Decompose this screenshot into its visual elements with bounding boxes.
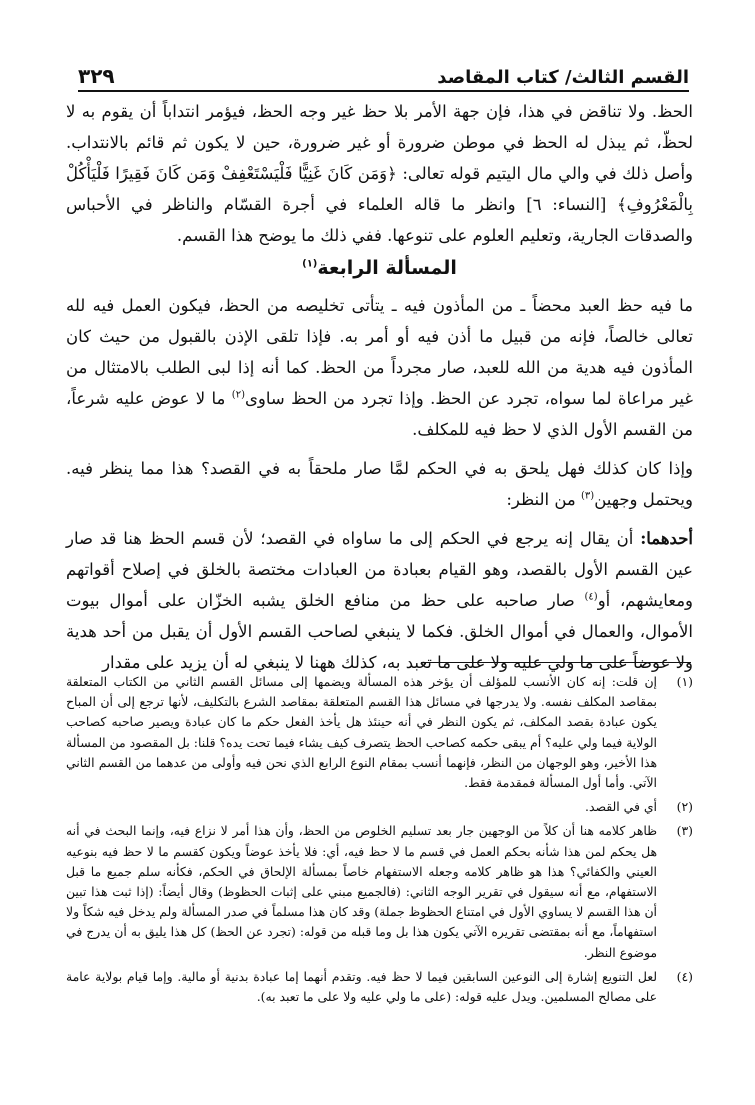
paragraph	[66, 523, 693, 678]
page-header	[78, 58, 689, 92]
footnote	[66, 672, 693, 793]
section-heading	[66, 253, 693, 284]
footnotes	[66, 672, 693, 1011]
footnote	[66, 967, 693, 1007]
paragraph: الحظ. ولا تناقض في هذا، فإن جهة الأمر بلا حظ غير وجه الحظ، فيؤمر انتداباً أن يقوم به لا لحظّ، ثم يبذل له الحظ في موطن ضرورة أو غير ضرورة، حين لا يكون ثم قائم بالانتداب. وأصل ذلك في والي مال اليتيم قوله تعالى: ﴿وَمَن كَانَ غَنِيًّا فَلْيَسْتَعْفِفْ وَمَن كَانَ فَقِيرًا فَلْيَأْكُلْ بِالْمَعْرُوفِ﴾ [النساء: ٦] وانظر ما قاله العلماء في أجرة القسّام والناظر في الأحباس والصدقات الجارية، وتعليم العلوم على تنوعها. ففي ذلك ما يوضح هذا القسم.	[66, 102, 693, 245]
footnote-text: ظاهر كلامه هنا أن كلاً من الوجهين جار بعد تسليم الخلوص من الحظ، وأن هذا أمر لا نزاع فيه، وإنما البحث في أنه هل يحكم لمن هذا شأنه بحكم العمل في قسم ما لا حظ فيه، أي: فلا يأخذ عوضاً ويكون كقسم ما لا حظ فيه بنوعيه العيني والكفائي؟ هذا هو ظاهر كلامه وجعله الاستفهام خاصاً بمسألة الإلحاق في الحكم، فكأنه سلم جميع ما قبل الاستفهام، مع أنه سيقول في تقرير الوجه الثاني: (فالجميع مبني على إثبات الحظوظ) وقال أيضاً: (إذا ثبت هذا تبين أن هذا القسم لا يساوي الأول في امتناع الحظوظ جملة) وقد كان هذا مسلماً في صدر المسألة ولم يدخل فيه شكاً ولا استفهاماً، مع أنه بمقتضى تقريره الآتي يكون هذا بل وما قبله من قوله: (تجرد عن الحظ) كل هذا يليق به أن يدرج في موضوع النظر.	[66, 823, 657, 960]
running-title: القسم الثالث/ كتاب المقاصد	[437, 67, 689, 88]
paragraph-text: وإذا كان كذلك فهل يلحق به في الحكم لمَّا صار ملحقاً به في القصد؟ هذا مما ينظر فيه. ويحتمل وجهين	[66, 459, 693, 509]
footnote-separator	[421, 662, 691, 663]
footnote	[66, 821, 693, 962]
footnote-ref: (١)	[302, 258, 318, 270]
paragraph-text: ما لا عوض عليه شرعاً، من القسم الأول الذي لا حظ فيه للمكلف.	[66, 389, 693, 439]
footnote-text: أي في القصد.	[585, 799, 657, 815]
main-text	[66, 96, 693, 678]
lead-word: أحدهما:	[640, 529, 693, 548]
paragraph-text: من النظر:	[506, 490, 576, 509]
footnote-ref: (٤)	[584, 591, 598, 603]
footnote-number: (٣)	[676, 823, 693, 839]
paragraph-text: أن يقال إنه يرجع في الحكم إلى ما ساواه في القصد؛ لأن قسم الحظ هنا قد صار عين القسم الأول بالقصد، وهو القيام بعبادة من العبادات مختصة بالخلق في إصلاح أقواتهم ومعايشهم، أو	[66, 529, 693, 610]
footnote-ref: (٣)	[581, 490, 595, 502]
heading-text: المسألة الرابعة	[317, 257, 457, 279]
page-number: ٣٢٩	[78, 64, 115, 88]
footnote-text: إن قلت: إنه كان الأنسب للمؤلف أن يؤخر هذه المسألة ويضمها إلى مسائل القسم الثاني من الكتاب المتعلقة بمقاصد المكلف نفسه. ولا يدرجها في مسائل هذا القسم المتعلقة بمقاصد الشرع بالتكليف، لأنها ترجع إلى أن المباح يكون عبادة بقصد المكلف، ثم يكون النظر في أنه حينئذ هل يأخذ الفعل حكم ما كان عبادة ويصير صاحبه كصاحب الولاية فيما ولي عليه؟ أم يبقى حكمه كصاحب الحظ يتصرف كيف يشاء فيما تحت يده؟ قلنا: بل المقصود من المسألة هذا الأخير، وهو الوجهان من النظر، فإنهما أنسب بمقام النوع الرابع الذي نحن فيه وأولى من عدهما من القسم الثاني الآتي. وأما أول المسألة فمقدمة فقط.	[66, 674, 657, 791]
footnote-number: (٤)	[676, 968, 693, 984]
footnote-number: (١)	[676, 674, 693, 689]
paragraph	[66, 453, 693, 515]
paragraph-text: ما فيه حظ العبد محضاً ـ من المأذون فيه ـ يتأتى تخليصه من الحظ، فيكون العمل فيه لله تعالى خالصاً، فإنه من قبيل ما أذن فيه أو أمر به. فإذا تلقى الإذن بالقبول من حيث كان المأذون فيه هدية من الله للعبد، صار مجرداً من الحظ. كما أنه إذا لبى الطلب بالامتثال من غير مراعاة لما سواه، تجرد عن الحظ. وإذا تجرد من الحظ ساوى	[66, 296, 693, 408]
paragraph-text: صار صاحبه على حظ من منافع الخلق يشبه الخزّان على أموال بيوت الأموال، والعمال في أموال الخلق. فكما لا ينبغي لصاحب القسم الأول أن يقبل من أحد هدية ولا عوضاً على ما ولي عليه ولا على ما تعبد به، كذلك ههنا لا ينبغي له أن يزيد على مقدار	[66, 591, 693, 672]
footnote-ref: (٢)	[231, 389, 245, 401]
footnote-text: لعل التنويع إشارة إلى النوعين السابقين فيما لا حظ فيه. وتقدم أنهما إما عبادة بدنية أو مالية. وإما قيام بولاية عامة على مصالح المسلمين. ويدل عليه قوله: (على ما ولي عليه ولا على ما تعبد به).	[66, 968, 657, 1005]
footnote-number: (٢)	[676, 799, 693, 815]
paragraph	[66, 290, 693, 445]
footnote	[66, 797, 693, 817]
